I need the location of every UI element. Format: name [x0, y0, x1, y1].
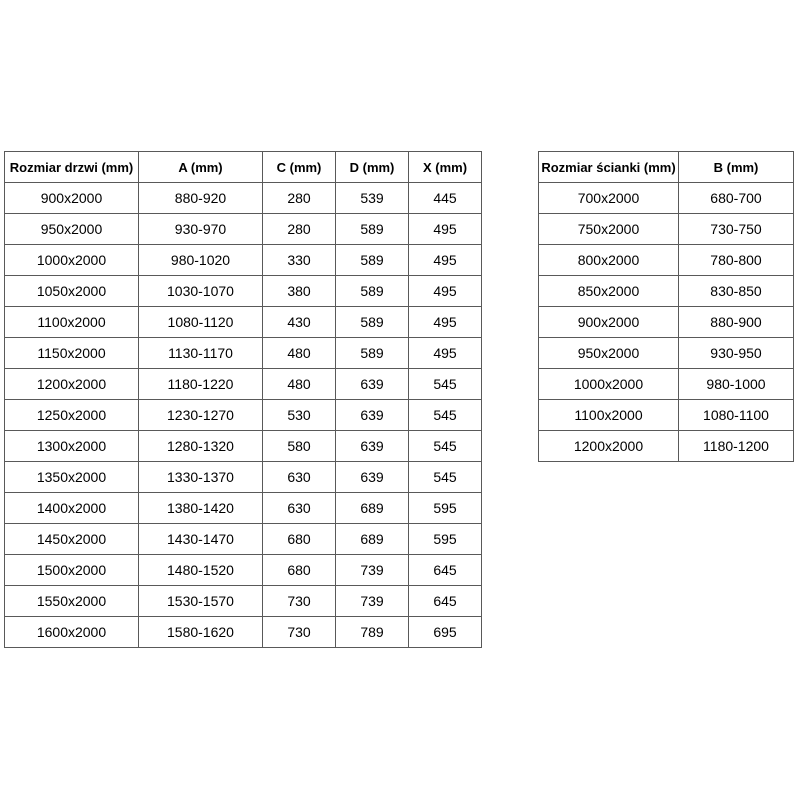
table-cell: 980-1000 [679, 369, 794, 400]
table-row [539, 369, 794, 400]
table-cell: 545 [409, 400, 482, 431]
table-row [539, 245, 794, 276]
table-cell: 1150x2000 [5, 338, 139, 369]
table-cell: 495 [409, 338, 482, 369]
table-cell: 980-1020 [139, 245, 263, 276]
column-header: C (mm) [263, 152, 336, 183]
table-cell: 930-970 [139, 214, 263, 245]
table-cell: 800x2000 [539, 245, 679, 276]
table-cell: 1550x2000 [5, 586, 139, 617]
table-cell: 495 [409, 307, 482, 338]
column-header: Rozmiar ścianki (mm) [539, 152, 679, 183]
table-cell: 780-800 [679, 245, 794, 276]
table-cell: 739 [336, 586, 409, 617]
table-cell: 1380-1420 [139, 493, 263, 524]
table-cell: 789 [336, 617, 409, 648]
table-cell: 430 [263, 307, 336, 338]
table-cell: 730 [263, 586, 336, 617]
table-cell: 1580-1620 [139, 617, 263, 648]
table-cell: 539 [336, 183, 409, 214]
table-cell: 1200x2000 [539, 431, 679, 462]
table-cell: 1030-1070 [139, 276, 263, 307]
table-cell: 530 [263, 400, 336, 431]
table-row [5, 245, 482, 276]
table-row [5, 400, 482, 431]
table-row [5, 431, 482, 462]
table-cell: 880-900 [679, 307, 794, 338]
table-cell: 280 [263, 214, 336, 245]
table-cell: 495 [409, 276, 482, 307]
table-cell: 1400x2000 [5, 493, 139, 524]
table-cell: 900x2000 [5, 183, 139, 214]
table-cell: 589 [336, 307, 409, 338]
header-row [5, 152, 482, 183]
table-cell: 495 [409, 214, 482, 245]
table-cell: 1530-1570 [139, 586, 263, 617]
table-cell: 689 [336, 524, 409, 555]
table-cell: 480 [263, 369, 336, 400]
table-cell: 730 [263, 617, 336, 648]
table-cell: 589 [336, 338, 409, 369]
table-cell: 595 [409, 493, 482, 524]
table-row [539, 338, 794, 369]
table-cell: 545 [409, 462, 482, 493]
table-row [539, 214, 794, 245]
table-cell: 495 [409, 245, 482, 276]
column-header: X (mm) [409, 152, 482, 183]
table-cell: 589 [336, 245, 409, 276]
table-cell: 630 [263, 493, 336, 524]
table-cell: 950x2000 [5, 214, 139, 245]
table-row [5, 214, 482, 245]
table-cell: 700x2000 [539, 183, 679, 214]
table-cell: 689 [336, 493, 409, 524]
table-cell: 580 [263, 431, 336, 462]
table-cell: 545 [409, 369, 482, 400]
column-header: B (mm) [679, 152, 794, 183]
table-cell: 1050x2000 [5, 276, 139, 307]
table-cell: 480 [263, 338, 336, 369]
table-cell: 1180-1200 [679, 431, 794, 462]
table-cell: 750x2000 [539, 214, 679, 245]
table-cell: 630 [263, 462, 336, 493]
table-cell: 930-950 [679, 338, 794, 369]
table-row [5, 183, 482, 214]
table-cell: 645 [409, 586, 482, 617]
table-cell: 1280-1320 [139, 431, 263, 462]
table-row [539, 400, 794, 431]
table-cell: 1500x2000 [5, 555, 139, 586]
table-cell: 1180-1220 [139, 369, 263, 400]
table-row [5, 617, 482, 648]
table-row [539, 431, 794, 462]
table-cell: 1230-1270 [139, 400, 263, 431]
table-cell: 1100x2000 [539, 400, 679, 431]
table-row [539, 307, 794, 338]
table-cell: 1200x2000 [5, 369, 139, 400]
table-cell: 280 [263, 183, 336, 214]
table-cell: 950x2000 [539, 338, 679, 369]
table-row [5, 307, 482, 338]
table-row [5, 586, 482, 617]
door-size-table [4, 151, 482, 648]
table-cell: 639 [336, 431, 409, 462]
table-cell: 1480-1520 [139, 555, 263, 586]
table-row [5, 276, 482, 307]
table-cell: 680 [263, 524, 336, 555]
table-cell: 1430-1470 [139, 524, 263, 555]
table-row [5, 555, 482, 586]
table-cell: 1300x2000 [5, 431, 139, 462]
table-row [539, 276, 794, 307]
table-cell: 1250x2000 [5, 400, 139, 431]
table-cell: 639 [336, 462, 409, 493]
table-cell: 1600x2000 [5, 617, 139, 648]
table-cell: 1000x2000 [5, 245, 139, 276]
table-cell: 900x2000 [539, 307, 679, 338]
table-cell: 1450x2000 [5, 524, 139, 555]
table-cell: 445 [409, 183, 482, 214]
table-cell: 589 [336, 276, 409, 307]
table-row [539, 183, 794, 214]
table-cell: 595 [409, 524, 482, 555]
table-cell: 695 [409, 617, 482, 648]
table-cell: 1100x2000 [5, 307, 139, 338]
table-cell: 639 [336, 369, 409, 400]
table-cell: 680-700 [679, 183, 794, 214]
table-cell: 1330-1370 [139, 462, 263, 493]
table-cell: 545 [409, 431, 482, 462]
column-header: D (mm) [336, 152, 409, 183]
table-cell: 880-920 [139, 183, 263, 214]
column-header: Rozmiar drzwi (mm) [5, 152, 139, 183]
table-cell: 1350x2000 [5, 462, 139, 493]
table-cell: 850x2000 [539, 276, 679, 307]
table-cell: 730-750 [679, 214, 794, 245]
header-row [539, 152, 794, 183]
table-row [5, 493, 482, 524]
table-cell: 739 [336, 555, 409, 586]
table-row [5, 338, 482, 369]
table-row [5, 462, 482, 493]
table-cell: 1080-1100 [679, 400, 794, 431]
wall-size-table [538, 151, 794, 462]
table-row [5, 369, 482, 400]
table-cell: 589 [336, 214, 409, 245]
table-cell: 330 [263, 245, 336, 276]
table-cell: 1130-1170 [139, 338, 263, 369]
table-cell: 639 [336, 400, 409, 431]
column-header: A (mm) [139, 152, 263, 183]
table-cell: 1080-1120 [139, 307, 263, 338]
table-cell: 830-850 [679, 276, 794, 307]
table-cell: 380 [263, 276, 336, 307]
table-cell: 1000x2000 [539, 369, 679, 400]
table-cell: 680 [263, 555, 336, 586]
table-cell: 645 [409, 555, 482, 586]
table-row [5, 524, 482, 555]
